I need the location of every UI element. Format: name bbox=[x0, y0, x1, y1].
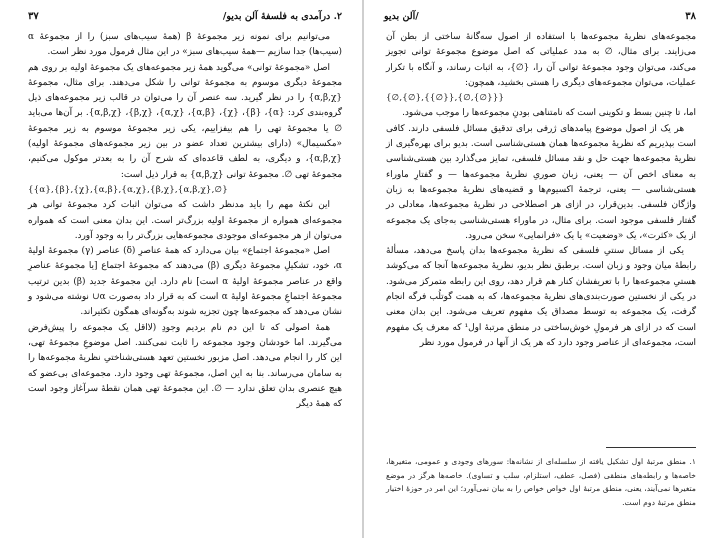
page-number: ۳۷ bbox=[28, 10, 39, 22]
paragraph: یکی از مسائل سنتیِ فلسفی که نظریهٔ مجموعه‌ها بدان پاسخ می‌دهد، مسألهٔ رابطهٔ میان وجود و زبان است. برطبق نظر بدیو، نظریهٔ مجموعه‌ها آنجا که می‌کوشد هستیِ مجموعه‌ها را با تعریفشان کنار هم قرار دهد، روی این رابطه متمرکز می‌شود. در یکی از نخستین صورت‌بندی‌های نظریهٔ مجموعه‌ها، که به همت گوتلُب فرگه انجام گرفت، یک مجموعه به توسط مصداق یک مفهوم تعریف می‌شود. این بدان معنی است که در ازای هر فرمولِ خوش‌ساختی در منطق مرتبهٔ اول¹ که معرف یک مفهوم است، مجموعه‌ای از عناصر وجود دارد که هر یک از آنها در فرمول مورد نظر bbox=[386, 246, 696, 348]
paragraph: می‌توانیم برای نمونه زیر مجموعهٔ β (همهٔ سیب‌های سبز) را از مجموعهٔ α (سیب‌ها) جدا سازیم —همهٔ سیب‌های سبز» در این مثال فرمول مورد نظر است. bbox=[28, 32, 342, 58]
footnote bbox=[386, 455, 696, 509]
page-body bbox=[28, 30, 342, 412]
running-title: /آلن بدیو bbox=[384, 10, 419, 22]
paragraph: این نکتهٔ مهم را باید مدنظر داشت که می‌توان اثبات کرد مجموعهٔ توانی هر مجموعه‌ای همواره از مجموعهٔ اولیه بزرگ‌تر است. این بدان معنی است که همواره می‌توان از هر مجموعه‌ای موجودی مجموعه‌هایی بزرگ‌تر را به وجود آورد. bbox=[28, 200, 342, 241]
paragraph: مجموعه‌های نظریهٔ مجموعه‌ها با استفاده از اصول سه‌گانهٔ ساختی از بطن آن می‌زایند. برای مثال، ∅ به مدد عملیاتی که اصل موضوع مجموعهٔ توانی تجویز می‌کند، می‌توان وجود مجموعهٔ توانی آن را، {∅}، به اثبات رساند، و آنگاه با تکرار عملیات، می‌توان مجموعه‌های دیگری را هستی بخشید، همچون: bbox=[386, 32, 696, 88]
paragraph: اصل «مجموعهٔ اجتماع» بیان می‌دارد که همهٔ عناصرِ (δ) عناصر (γ) مجموعهٔ اولیهٔ α، خود، تشکیلِ مجموعهٔ دیگری (β) می‌دهند که مجموعهٔ اجتماع [یا مجموعهٔ عناصرِ واقع در عناصر مجموعهٔ اولیهٔ α است] نام دارد. این مجموعهٔ جدید (β) بدین ترتیب مجموعهٔ اجتماعِ مجموعهٔ اولیهٔ α است که به قرار داد به‌صورت α∪ نوشته می‌شود و نشان می‌دهد که مجموعه‌ها چون تجزیه شوند به‌گونه‌ای همگون تکثیراند. bbox=[28, 246, 343, 318]
running-title: ۲. درآمدی به فلسفهٔ آلن بدیو/ bbox=[222, 10, 342, 22]
page-header bbox=[28, 8, 342, 24]
paragraph: اصل «مجموعهٔ توانی» می‌گوید همهٔ زیر مجموعه‌های یک مجموعهٔ اولیه بر روی هم مجموعهٔ دیگری موسوم به مجموعهٔ توانی را شکل می‌دهند. برای مثال، مجموعهٔ {α,β,χ} را در نظر گیرید. سه عنصر آن را می‌توان در قالب زیر مجموعه‌های ذیل گروه‌بندی کرد: {α}، {β}، {χ}، {α,β}، {α,χ}، {β,χ}، {α,β,χ}. بر آن‌ها می‌باید ∅ یا مجموعهٔ تهی را هم بیفزاییم، یکی زیر مجموعهٔ موسوم به زیر مجموعهٔ «مکسیمال» (دارای بیشترین تعداد عضو در بین زیر مجموعه‌های مجموعهٔ اولیه) {α,β,χ}، و دیگری، به لطف قاعده‌ای که شرح آن را به بعدتر موکول می‌کنیم، مجموعهٔ تهی ∅. مجموعهٔ توانی {α,β,χ} به قرار ذیل است: bbox=[28, 62, 343, 180]
paragraph: هر یک از اصول موضوع پیامدهای ژرفی برای تدقیق مسائل فلسفی دارند. کافی است بپذیریم که نظریهٔ مجموعه‌ها همان هستی‌شناسی است. بدیو برای بهره‌گیری از نظریهٔ مجموعه‌ها جهت حل و نقد مسائل فلسفی، تمایز می‌گذارد بین هستی‌شناسی به معنای اخص آن — یعنی، زبان صوریِ نظریهٔ مجموعه‌ها — و گفتارِ ماوراء هستی‌شناسی — یعنی، ترجمهٔ اکسیوم‌ها و قضیه‌های نظریهٔ مجموعه‌ها به زبان واژگان فلسفی. بدین‌قرار، در ازای هر اصطلاحی در نظریهٔ مجموعه‌ها، معادلی در گفتار فلسفی موجود است. برای مثال، در ماوراء هستی‌شناسی به‌جای یک مجموعه از یک «کثرت»، یک «وضعیت» یا یک «فرانمایی» سخن می‌رود. bbox=[386, 123, 696, 241]
formula: {∅,{∅},{{∅}},{∅,{∅}}} bbox=[386, 93, 505, 104]
page-body bbox=[386, 30, 696, 351]
footnote-text: ۱. منطق مرتبهٔ اول تشکیل یافته از سلسله‌ای از نشانه‌ها: سورهای وجودی و عمومی، متغیرها، خاصه‌ها و رابطه‌های منطقی (فصل، عطف، استلزام، سلب و تساوی). خاصه‌ها هرگز در موضع متغیرها نمی‌آیند، یعنی، منطق مرتبهٔ اول خواص خواص را به بیان نمی‌آورد؛ این امر در حوزهٔ اختیار منطق مرتبهٔ دوم است. bbox=[386, 457, 696, 507]
right-page bbox=[364, 0, 726, 538]
page-number: ۳۸ bbox=[685, 10, 696, 22]
page-header bbox=[384, 8, 696, 24]
paragraph: همهٔ اصولی که تا این دم نام بردیم وجودِ (لااقل یک مجموعه را پیش‌فرض می‌گیرند. اما خودشان وجود مجموعه را ثابت نمی‌کنند. اصل موضوعِ مجموعهٔ تهی، این کار را انجام می‌دهد. اصل مزبور نخستین تعهد هستی‌شناختیِ نظریهٔ مجموعه‌ها را به سامان می‌رساند. بنا به این اصل، مجموعهٔ تهی وجود دارد. مجموعه‌ای بی‌عضو که هیچ عنصری بدان تعلق ندارد — ∅. این مجموعهٔ تهی همان نقطهٔ سرآغاز وجود است که همهٔ دیگر bbox=[28, 322, 342, 410]
paragraph: اما، تا چنین بسط و تکوینی است که نامتناهی بودنِ مجموعه‌ها را موجب می‌شود. bbox=[402, 108, 696, 119]
left-page bbox=[0, 0, 362, 538]
footnote-divider bbox=[606, 447, 696, 448]
formula: {{α},{β},{χ},{α,β},{α,χ},{β,χ},{α,β,χ},∅} bbox=[28, 184, 228, 195]
